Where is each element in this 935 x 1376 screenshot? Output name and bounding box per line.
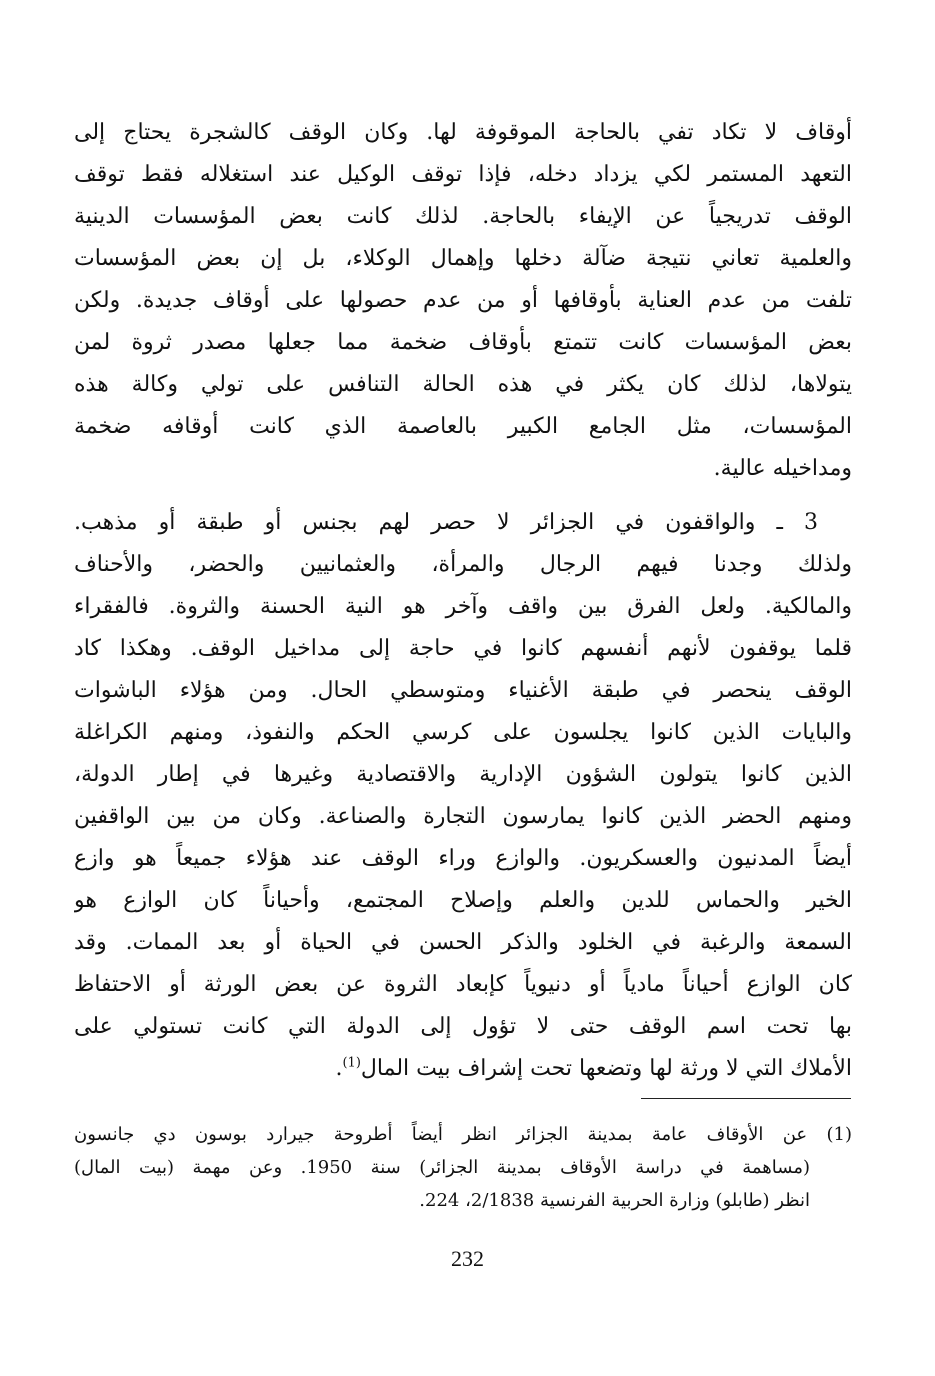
footnote-line: (1) عن الأوقاف عامة بمدينة الجزائر انظر أيضاً أطروحة جيرارد بوسون دي جانسون	[74, 1124, 852, 1145]
text-line: التعهد المستمر لكي يزداد دخله، فإذا توقف الوكيل عند استغلاله فقط توقف	[74, 162, 852, 187]
footnote-reference[interactable]: (1)	[342, 1055, 361, 1071]
text-line: بعض المؤسسات كانت تتمتع بأوقاف ضخمة مما جعلها مصدر ثروة لمن	[74, 330, 852, 355]
text-line: تلفت من عدم العناية بأوقافها أو من عدم حصولها على أوقاف جديدة. ولكن	[74, 288, 852, 313]
text-line: الوقف ينحصر في طبقة الأغنياء ومتوسطي الحال. ومن هؤلاء الباشوات	[74, 678, 852, 703]
page-body	[74, 112, 852, 1090]
text-line: والمالكية. ولعل الفرق بين واقف وآخر هو النية الحسنة والثروة. فالفقراء	[74, 594, 852, 619]
text-line: الخير والحماس للدين والعلم وإصلاح المجتمع، وأحياناً كان الوازع هو	[74, 888, 852, 913]
text-line: ولذلك وجدنا فيهم الرجال والمرأة، والعثمانيين والحضر، والأحناف	[74, 552, 852, 577]
text-line: ومنهم الحضر الذين كانوا يمارسون التجارة والصناعة. وكان من بين الواقفين	[74, 804, 852, 829]
text-segment: الأملاك التي لا ورثة لها وتضعها تحت إشراف بيت المال	[360, 1056, 852, 1081]
footnote-separator	[641, 1098, 851, 1099]
footnote-line: (مساهمة في دراسة الأوقاف بمدينة الجزائر) سنة 1950. وعن مهمة (بيت المال)	[74, 1157, 811, 1178]
text-line: الوقف تدريجياً عن الإيفاء بالحاجة. لذلك كانت بعض المؤسسات الدينية	[74, 204, 852, 229]
paragraph-2	[74, 502, 852, 1090]
text-line: والعلمية تعاني نتيجة ضآلة دخلها وإهمال الوكلاء، بل إن بعض المؤسسات	[74, 246, 852, 271]
text-line: المؤسسات، مثل الجامع الكبير بالعاصمة الذي كانت أوقافه ضخمة	[74, 414, 852, 439]
text-line: الذين كانوا يتولون الشؤون الإدارية والاقتصادية وغيرها في إطار الدولة،	[74, 762, 852, 787]
text-line: بها تحت اسم الوقف حتى لا تؤول إلى الدولة التي كانت تستولي على	[74, 1014, 852, 1039]
text-line: كان الوازع أحياناً مادياً أو دنيوياً كإبعاد الثروة عن بعض الورثة أو الاحتفاظ	[74, 972, 852, 997]
text-line: قلما يوقفون لأنهم أنفسهم كانوا في حاجة إلى مداخيل الوقف. وهكذا كاد	[74, 636, 852, 661]
footnote	[74, 1118, 852, 1217]
text-line: أوقاف لا تكاد تفي بالحاجة الموقوفة لها. وكان الوقف كالشجرة يحتاج إلى	[74, 120, 852, 145]
text-line: والبايات الذين كانوا يجلسون على كرسي الحكم والنفوذ، ومنهم الكراغلة	[74, 720, 852, 745]
text-line-with-footnote-ref	[74, 1048, 852, 1090]
footnote-line: انظر (طابلو) وزارة الحربية الفرنسية 2/1838، 224.	[419, 1190, 810, 1211]
text-line: أيضاً المدنيون والعسكريون. والوازع وراء الوقف عند هؤلاء جميعاً هو وازع	[74, 846, 852, 871]
text-line: السمعة والرغبة في الخلود والذكر الحسن في الحياة أو بعد الممات. وقد	[74, 930, 852, 955]
text-segment: .	[335, 1056, 343, 1081]
paragraph-1	[74, 112, 852, 490]
text-line: يتولاها، لذلك كان يكثر في هذه الحالة التنافس على تولي وكالة هذه	[74, 372, 852, 397]
text-line: 3 ـ والواقفون في الجزائر لا حصر لهم بجنس أو طبقة أو مذهب.	[74, 510, 818, 535]
text-line: ومداخيله عالية.	[713, 456, 852, 481]
page-number: 232	[451, 1246, 484, 1271]
